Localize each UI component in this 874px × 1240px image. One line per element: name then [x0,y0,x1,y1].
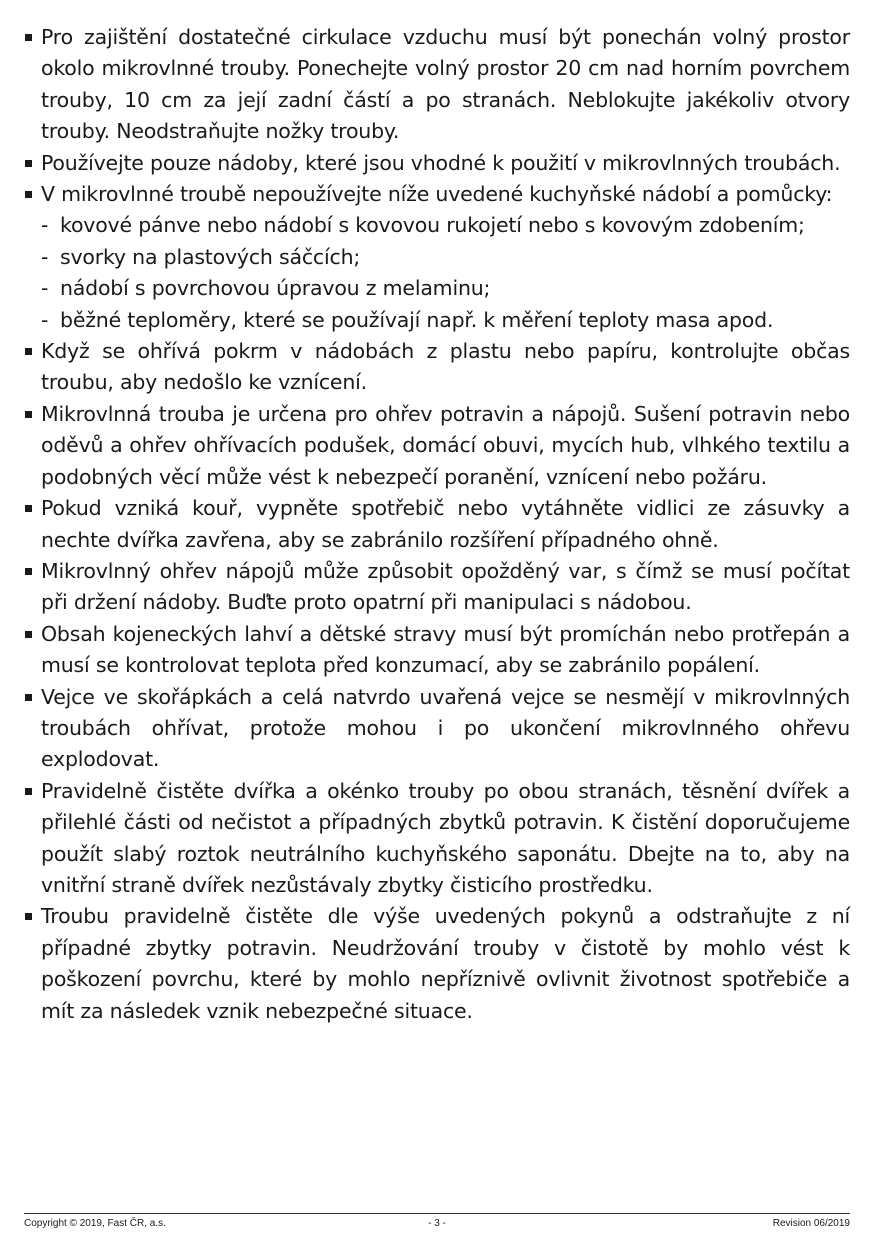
list-item [24,776,850,902]
dash-marker: - [41,307,49,332]
sub-list-item-text: běžné teploměry, které se používají např. k měření teploty masa apod. [60,307,774,332]
sub-list-item [24,242,850,273]
sub-list-item [24,305,850,336]
dash-marker: - [41,244,49,269]
bullet-icon [25,160,32,167]
bullet-icon [25,505,32,512]
bullet-icon [25,694,32,701]
list-item [24,399,850,493]
bullet-icon [25,34,32,41]
list-item-text: Obsah kojeneckých lahví a dětské stravy musí být promíchán nebo protřepán a musí se kontrolovat teplota před konzumací, aby se zabránilo popálení. [41,621,850,678]
list-item-text: Mikrovlnný ohřev nápojů může způsobit opožděný var, s čímž se musí počítat při držení nádoby. Buďte proto opatrní při manipulaci s nádobou. [41,558,850,615]
bullet-icon [25,568,32,575]
list-item-text: Používejte pouze nádoby, které jsou vhodné k použití v mikrovlnných troubách. [41,150,841,175]
document-body [24,22,850,1027]
bullet-icon [25,411,32,418]
bullet-icon [25,913,32,920]
page-number: - 3 - [428,1218,446,1229]
list-item [24,556,850,619]
footer-revision: Revision 06/2019 [772,1218,850,1229]
list-item [24,619,850,682]
list-item [24,22,850,148]
bullet-icon [25,631,32,638]
list-item-text: Pokud vzniká kouř, vypněte spotřebič nebo vytáhněte vidlici ze zásuvky a nechte dvířka zavřena, aby se zabránilo rozšíření případného ohně. [41,496,850,552]
footer-divider [24,1213,850,1214]
sub-list-item-text: kovové pánve nebo nádobí s kovovou rukojetí nebo s kovovým zdobením; [60,213,805,238]
bullet-icon [25,191,32,198]
dash-marker: - [41,276,49,301]
list-item-text: Pro zajištění dostatečné cirkulace vzduchu musí být ponechán volný prostor okolo mikrovlnné trouby. Ponechejte volný prostor 20 cm nad horním povrchem trouby, 10 cm za její zadní částí a po stranách. Neblokujte jakékoliv otvory trouby. Neodstraňujte nožky trouby. [41,25,850,144]
list-item [24,179,850,210]
sub-list-item-text: svorky na plastových sáčcích; [60,244,361,269]
list-item [24,901,850,1027]
list-item-text: Mikrovlnná trouba je určena pro ohřev potravin a nápojů. Sušení potravin nebo oděvů a ohřev ohřívacích podušek, domácí obuvi, mycích hub, vlhkého textilu a podobných věcí může vést k nebezpečí poranění, vznícení nebo požáru. [41,401,850,489]
list-item-text: Vejce ve skořápkách a celá natvrdo uvařená vejce se nesmějí v mikrovlnných troubách ohřívat, protože mohou i po ukončení mikrovlnného ohřevu explodovat. [41,684,850,772]
sub-list-item [24,210,850,241]
list-item [24,148,850,179]
bullet-icon [25,788,32,795]
list-item-text: Pravidelně čistěte dvířka a okénko trouby po obou stranách, těsnění dvířek a přilehlé části od nečistot a případných zbytků potravin. K čistění doporučujeme použít slabý roztok neutrálního kuchyňského saponátu. Dbejte na to, aby na vnitřní straně dvířek nezůstávaly zbytky čisticího prostředku. [41,778,850,897]
list-item-text: Troubu pravidelně čistěte dle výše uvedených pokynů a odstraňujte z ní případné zbytky potravin. Neudržování trouby v čistotě by mohlo vést k poškození povrchu, které by mohlo nepříznivě ovlivnit životnost spotřebiče a mít za následek vznik nebezpečné situace. [41,904,850,1023]
bullet-icon [25,348,32,355]
footer-copyright: Copyright © 2019, Fast ČR, a.s. [24,1218,166,1229]
list-item-text: V mikrovlnné troubě nepoužívejte níže uvedené kuchyňské nádobí a pomůcky: [41,182,833,207]
dash-marker: - [41,213,49,238]
list-item [24,336,850,399]
list-item [24,493,850,556]
list-item [24,682,850,776]
sub-list-item [24,273,850,304]
sub-list-item-text: nádobí s povrchovou úpravou z melaminu; [60,276,491,301]
list-item-text: Když se ohřívá pokrm v nádobách z plastu nebo papíru, kontrolujte občas troubu, aby nedošlo ke vznícení. [41,339,850,395]
